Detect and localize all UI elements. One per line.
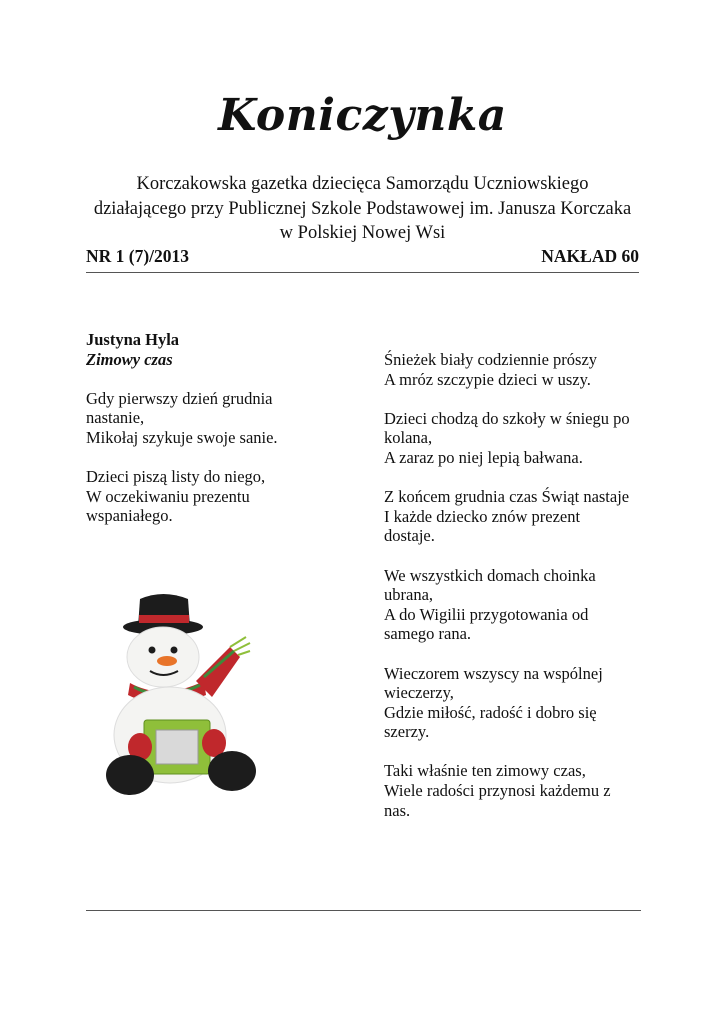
- poem-right-column: [384, 350, 654, 820]
- poem-left-column: [86, 330, 346, 526]
- print-run: NAKŁAD 60: [541, 246, 639, 266]
- snowman-with-photo-frame-icon: [100, 585, 270, 800]
- poem-line: wspaniałego.: [86, 506, 173, 526]
- subtitle-line: w Polskiej Nowej Wsi: [279, 223, 446, 243]
- newspaper-title: Koniczynka: [218, 90, 507, 141]
- poem-line: I każde dziecko znów prezent: [384, 506, 581, 526]
- poem-line: szerzy.: [384, 722, 430, 742]
- poem-line: Wiele radości przynosi każdemu z: [384, 781, 611, 801]
- poem-line: Gdy pierwszy dzień grudnia: [86, 388, 273, 408]
- left-stanzas: [86, 389, 346, 526]
- poem-line: Taki właśnie ten zimowy czas,: [384, 761, 586, 781]
- subtitle-line: działającego przy Publicznej Szkole Podstawowej im. Janusza Korczaka: [93, 198, 632, 219]
- newspaper-subtitle: [60, 172, 665, 246]
- poem-line: Dzieci chodzą do szkoły w śniegu po: [384, 408, 630, 428]
- poem-line: samego rana.: [384, 624, 472, 644]
- poem-author: Justyna Hyla: [86, 330, 180, 349]
- poem-line: nas.: [384, 800, 411, 820]
- poem-line: ubrana,: [384, 585, 434, 605]
- poem-line: kolana,: [384, 428, 433, 448]
- poem-line: dostaje.: [384, 526, 435, 546]
- poem-line: Wieczorem wszyscy na wspólnej: [384, 663, 603, 683]
- poem-stanza: [384, 664, 654, 742]
- poem-line: nastanie,: [86, 408, 145, 428]
- poem-stanza: [384, 761, 654, 820]
- poem-line: Gdzie miłość, radość i dobro się: [384, 702, 597, 722]
- poem-stanza: [384, 487, 654, 546]
- poem-stanza: [86, 467, 346, 526]
- snowman-illustration: [100, 585, 270, 800]
- poem-stanza: [86, 389, 346, 448]
- poem-line: We wszystkich domach choinka: [384, 565, 596, 585]
- poem-line: A do Wigilii przygotowania od: [384, 604, 589, 624]
- poem-line: A mróz szczypie dzieci w uszy.: [384, 369, 591, 389]
- poem-stanza: [384, 566, 654, 644]
- poem-stanza: [384, 350, 654, 389]
- poem-line: W oczekiwaniu prezentu: [86, 486, 250, 506]
- right-stanzas: [384, 350, 654, 820]
- poem-line: Dzieci piszą listy do niego,: [86, 467, 266, 487]
- issue-bar: [86, 246, 639, 273]
- subtitle-line: Korczakowska gazetka dziecięca Samorządu Uczniowskiego: [136, 174, 589, 194]
- poem-line: A zaraz po niej lepią bałwana.: [384, 447, 583, 467]
- poem-title: Zimowy czas: [86, 349, 173, 369]
- issue-number: NR 1 (7)/2013: [86, 246, 190, 266]
- footer-divider: [86, 910, 641, 911]
- poem-line: Z końcem grudnia czas Świąt nastaje: [384, 487, 630, 507]
- poem-stanza: [384, 409, 654, 468]
- poem-line: wieczerzy,: [384, 683, 454, 703]
- poem-line: Śnieżek biały codziennie prószy: [384, 350, 598, 369]
- poem-line: Mikołaj szykuje swoje sanie.: [86, 427, 278, 447]
